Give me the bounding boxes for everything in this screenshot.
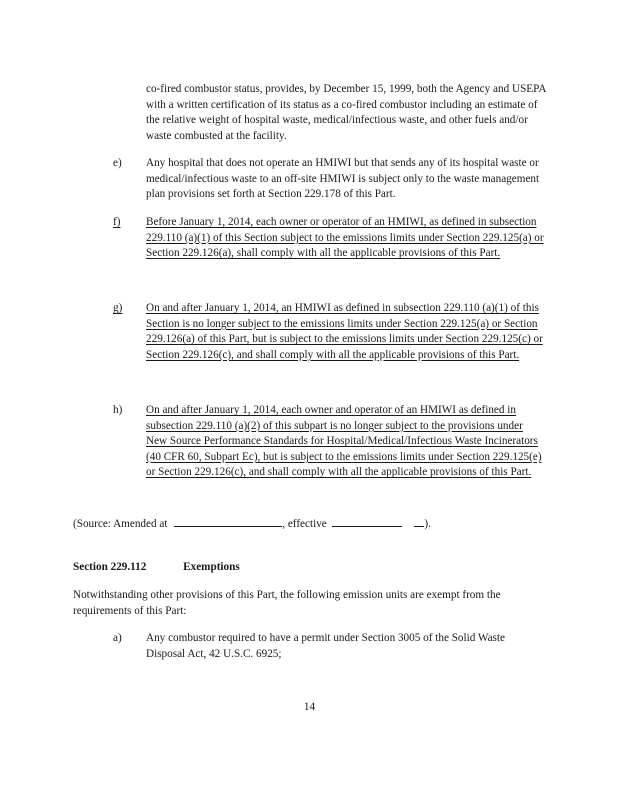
intro-text: Notwithstanding other provisions of this Part, the following emission units are exempt from the requirements of this Part: [73,589,501,617]
source-note [73,515,553,533]
register-page-blank [414,515,424,527]
list-item-h [113,403,546,481]
item-text: On and after January 1, 2014, an HMIWI as defined in subsection 229.110 (a)(1) of this Section is no longer subject to the emissions limits under Section 229.125(a) or Section 229.126(a) of this Part, but is subject to the emissions limits under Section 229.125(c) or Section 229.126(c), and shall comply with all the applicable provisions of this Part. [146,302,543,361]
item-text: Any hospital that does not operate an HMIWI but that sends any of its hospital waste or medical/infectious waste to an off-site HMIWI is subject only to the waste management plan provisions set forth at Section 229.178 of this Part. [146,157,540,201]
section-number: Section 229.112 [73,561,147,573]
list-item-a [113,631,546,662]
source-middle: , effective [282,518,327,530]
item-label: e) [113,157,122,169]
continued-text: co-fired combustor status, provides, by December 15, 1999, both the Agency and USEPA with a written certification of its status as a co-fired combustor including an estimate of the relative weight of hospital waste, medical/infectious waste, and other fuels and/or waste combusted at the facility. [146,83,546,142]
section-title: Exemptions [183,561,240,573]
continued-paragraph [146,82,546,144]
item-label: f) [113,216,121,228]
source-suffix: ). [424,518,431,530]
source-prefix: (Source: Amended at [73,518,168,530]
item-label: a) [113,632,122,644]
list-item-e [113,156,546,203]
item-text: Any combustor required to have a permit under Section 3005 of the Solid Waste Disposal Act, 42 U.S.C. 6925; [146,632,505,660]
item-label: g) [113,302,123,314]
item-text: On and after January 1, 2014, each owner and operator of an HMIWI as defined in subsection 229.110 (a)(2) of this subpart is no longer subject to the provisions under New Source Performance Standards for Hospital/Medical/Infectious Waste Incinerators (40 CFR 60, Subpart Ec), but is subject to the emissions limits under Section 229.125(e) or Section 229.126(c), and shall comply with all the applicable provisions of this Part. [146,404,542,479]
list-item-g [113,301,546,363]
intro-paragraph [73,588,548,619]
amended-date-blank [174,515,282,527]
effective-date-blank [332,515,402,527]
item-text: Before January 1, 2014, each owner or operator of an HMIWI, as defined in subsection 229.110 (a)(1) of this Section subject to the emissions limits under Section 229.125(a) or Section 229.126(a), shall comply with all the applicable provisions of this Part. [146,216,544,260]
section-heading [73,560,553,576]
list-item-f [113,215,546,262]
page-number: 14 [303,701,316,713]
item-label: h) [113,404,123,416]
